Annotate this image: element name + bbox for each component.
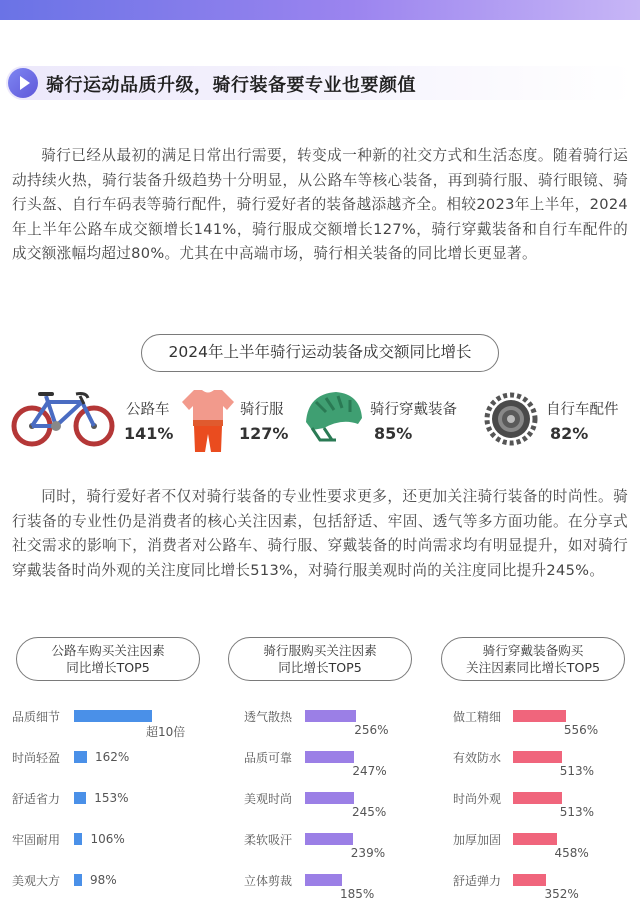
chart-title-line: 公路车购买关注因素 (51, 643, 165, 658)
chart-title-line: 骑行服购买关注因素 (263, 643, 377, 658)
chart-title-wearables (441, 637, 625, 681)
bar (305, 874, 342, 886)
bar (513, 710, 566, 722)
bar-category-label: 立体剪裁 (244, 874, 293, 888)
bar (74, 710, 152, 722)
stat-value: 82% (550, 424, 589, 443)
stat-bike-gear (484, 388, 634, 454)
bar-value-label: 513% (559, 764, 595, 778)
chart-title-line: 同比增长TOP5 (66, 660, 150, 675)
bar-value-label: 256% (354, 723, 389, 737)
bar-category-label: 有效防水 (453, 751, 502, 765)
bar-value-label: 556% (563, 723, 599, 737)
stat-value: 85% (374, 424, 413, 443)
chart-title-line: 骑行穿戴装备购买 (482, 643, 584, 658)
bar (305, 833, 353, 845)
stat-road-bike (10, 388, 180, 454)
bar-value-label: 352% (544, 887, 579, 901)
chart-title-road-bike (16, 637, 200, 681)
bar-value-label: 513% (559, 805, 595, 819)
growth-title: 2024年上半年骑行运动装备成交额同比增长 (141, 334, 499, 372)
stat-label: 骑行服 (240, 402, 284, 418)
bar-category-label: 柔软吸汗 (244, 833, 293, 847)
bar (305, 751, 354, 763)
stat-value: 127% (239, 424, 289, 443)
stat-helmet (302, 388, 482, 454)
bar-value-label: 185% (340, 887, 375, 901)
play-icon (8, 68, 38, 98)
bar-value-label: 239% (350, 846, 386, 860)
bar-category-label: 时尚外观 (453, 792, 502, 806)
bar-category-label: 舒适省力 (12, 792, 61, 806)
cycling-jersey-icon (180, 388, 236, 454)
bar-category-label: 牢固耐用 (12, 833, 61, 847)
bar (74, 751, 87, 763)
chart-title-line: 关注因素同比增长TOP5 (466, 660, 600, 675)
bar-category-label: 美观时尚 (244, 792, 293, 806)
stat-jersey (180, 388, 300, 454)
section-header (6, 66, 634, 100)
bar (305, 710, 356, 722)
bike-gear-icon (484, 392, 538, 446)
bar-category-label: 舒适弹力 (453, 874, 502, 888)
bar-value-label: 106% (90, 832, 125, 846)
bar-value-label: 超10倍 (146, 725, 186, 739)
stat-value: 141% (124, 424, 174, 443)
bar-value-label: 162% (94, 750, 130, 764)
bar (513, 751, 562, 763)
bar-category-label: 美观大方 (12, 874, 61, 888)
intro-paragraph: 骑行已经从最初的满足日常出行需要，转变成一种新的社交方式和生活态度。随着骑行运动持续火热，骑行装备升级趋势十分明显，从公路车等核心装备，再到骑行服、骑行眼镜、骑行头盔、自行车码表等骑行配件，骑行爱好者的装备越添越齐全。相较2023年上半年，2024年上半年公路车成交额增长141%，骑行服成交额增长127%，骑行穿戴装备和自行车配件的成交额涨幅均超过80%。尤其在中高端市场，骑行相关装备的同比增长更显著。 (12, 147, 628, 263)
bar (305, 792, 354, 804)
bar (513, 874, 546, 886)
bar-value-label: 245% (352, 805, 387, 819)
bar-value-label: 247% (352, 764, 387, 778)
top-gradient-band (0, 0, 640, 20)
bar-category-label: 时尚轻盈 (12, 751, 61, 765)
bar-category-label: 做工精细 (453, 710, 502, 724)
fashion-paragraph: 同时，骑行爱好者不仅对骑行装备的专业性要求更多，还更加关注骑行装备的时尚性。骑行装备的专业性仍是消费者的核心关注因素，包括舒适、牢固、透气等多方面功能。在分享式社交需求的影响下，消费者对公路车、骑行服、穿戴装备的时尚需求均有明显提升，如对骑行穿戴装备时尚外观的关注度同比增长513%，对骑行服美观时尚的关注度同比提升245%。 (12, 488, 628, 579)
bar (74, 833, 82, 845)
stat-label: 自行车配件 (546, 402, 619, 418)
bar-category-label: 加厚加固 (453, 833, 502, 847)
bar-value-label: 98% (90, 873, 117, 887)
bar (513, 792, 562, 804)
bar-value-label: 458% (554, 846, 589, 860)
bar-value-label: 153% (94, 791, 129, 805)
stat-label: 公路车 (126, 402, 170, 418)
bar (74, 792, 86, 804)
bar (513, 833, 557, 845)
bar-category-label: 品质可靠 (244, 751, 293, 765)
section-title: 骑行运动品质升级，骑行装备要专业也要颜值 (46, 75, 416, 96)
bar (74, 874, 82, 886)
chart-title-jersey (228, 637, 412, 681)
helmet-icon (302, 388, 364, 450)
bar-category-label: 品质细节 (12, 710, 61, 724)
stat-label: 骑行穿戴装备 (370, 402, 457, 418)
bar-category-label: 透气散热 (244, 710, 293, 724)
road-bike-icon (10, 388, 116, 450)
chart-title-line: 同比增长TOP5 (278, 660, 362, 675)
